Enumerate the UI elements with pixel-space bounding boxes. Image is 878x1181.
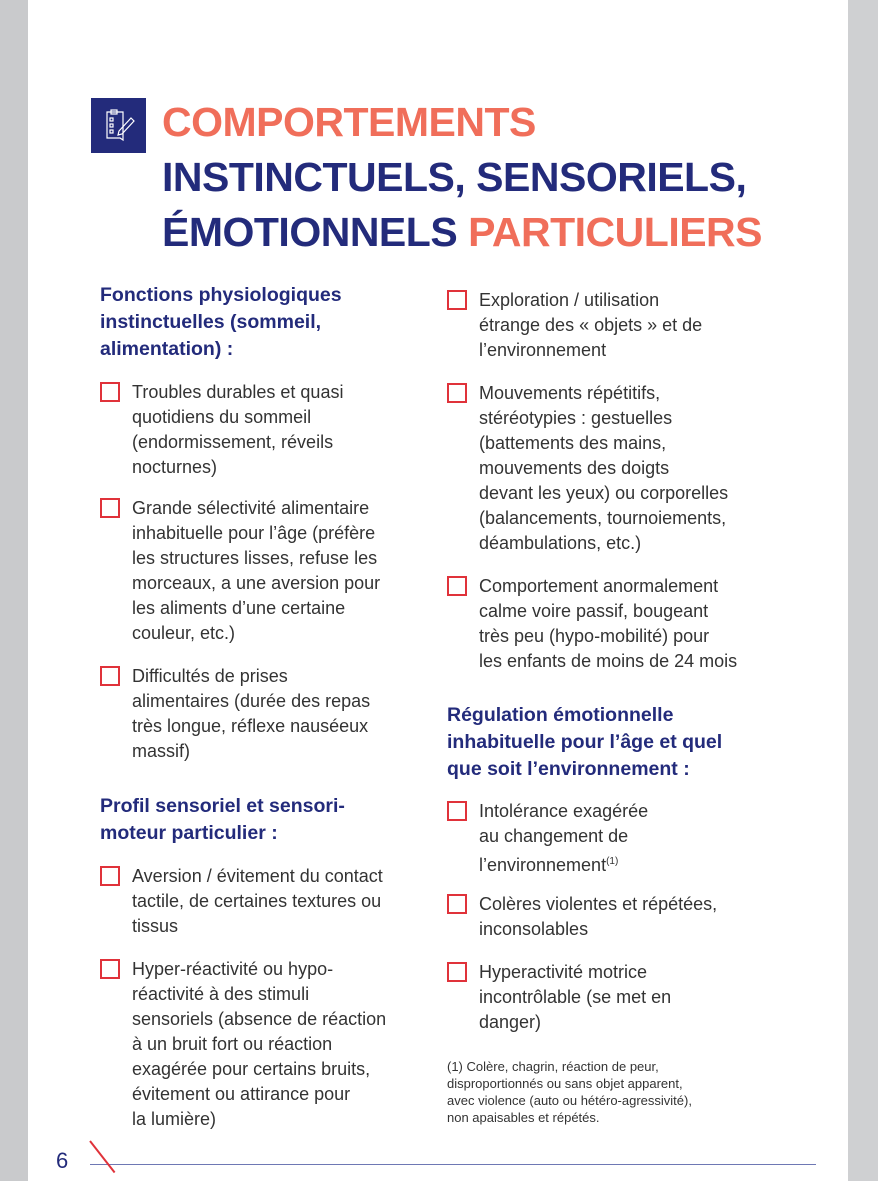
footnote-ref: (1) [606,856,619,867]
checklist-item [100,380,343,480]
item-text: Exploration / utilisation étrange des « objets » et de l’environnement [479,290,703,360]
checklist-item [100,864,383,939]
item-text: Troubles durables et quasi quotidiens du sommeil (endormissement, réveils nocturnes) [132,382,344,477]
footer-rule [90,1164,816,1165]
checkbox[interactable] [447,576,467,596]
item-text: Colères violentes et répétées, inconsolables [479,894,718,939]
checklist-item [447,799,648,878]
section-heading-emotional: Régulation émotionnelle inhabituelle pour l’âge et quel que soit l’environnement : [447,704,723,780]
item-text: Difficultés de prises alimentaires (durée des repas très longue, réflexe nauséeux massif) [132,666,371,761]
checklist-item [447,288,702,363]
checklist-item [100,957,386,1132]
title-line-1: COMPORTEMENTS [162,99,536,145]
checkbox[interactable] [100,666,120,686]
checklist-pen-icon [91,98,146,153]
item-text: Hyper-réactivité ou hypo- réactivité à des stimuli sensoriels (absence de réaction à un bruit fort ou réaction exagérée pour certains bruits, évitement ou attirance pour la lumière) [132,959,387,1129]
title-line-2: INSTINCTUELS, SENSORIELS, [162,154,747,200]
checklist-item [100,496,380,646]
checkbox[interactable] [100,866,120,886]
title-line-3b: PARTICULIERS [468,209,763,255]
page-edge [848,0,878,1181]
checklist-item [447,960,671,1035]
checkbox[interactable] [447,383,467,403]
section-heading-physiological: Fonctions physiologiques instinctuelles (sommeil, alimentation) : [100,284,342,360]
checklist-item [447,381,728,556]
checklist-item [447,892,717,942]
item-text: Mouvements répétitifs, stéréotypies : gestuelles (battements des mains, mouvements des doigts devant les yeux) ou corporelles (balancements, tournoiements, déambulations, etc.) [479,383,729,553]
checkbox[interactable] [447,290,467,310]
item-text: Grande sélectivité alimentaire inhabituelle pour l’âge (préfère les structures lisses, refuse les morceaux, a une aversion pour les aliments d’une certaine couleur, etc.) [132,498,381,643]
title-line-3a: ÉMOTIONNELS [162,209,458,255]
item-text: Aversion / évitement du contact tactile, de certaines textures ou tissus [132,866,383,936]
checkbox[interactable] [100,382,120,402]
page-number: 6 [56,1148,69,1173]
page-title [162,95,762,260]
checklist-item [100,664,370,764]
checkbox[interactable] [100,959,120,979]
item-text: Hyperactivité motrice incontrôlable (se met en danger) [479,962,672,1032]
footnote: (1) Colère, chagrin, réaction de peur, disproportionnés ou sans objet apparent, avec violence (auto ou hétéro-agressivité), non apaisables et répétés. [447,1059,692,1125]
item-text: Intolérance exagérée au changement de l’environnement [479,801,649,875]
checkbox[interactable] [100,498,120,518]
checkbox[interactable] [447,801,467,821]
checkbox[interactable] [447,962,467,982]
checkbox[interactable] [447,894,467,914]
item-text: Comportement anormalement calme voire passif, bougeant très peu (hypo-mobilité) pour les enfants de moins de 24 mois [479,576,738,671]
checklist-item [447,574,737,674]
section-heading-sensory: Profil sensoriel et sensori- moteur particulier : [100,795,345,844]
